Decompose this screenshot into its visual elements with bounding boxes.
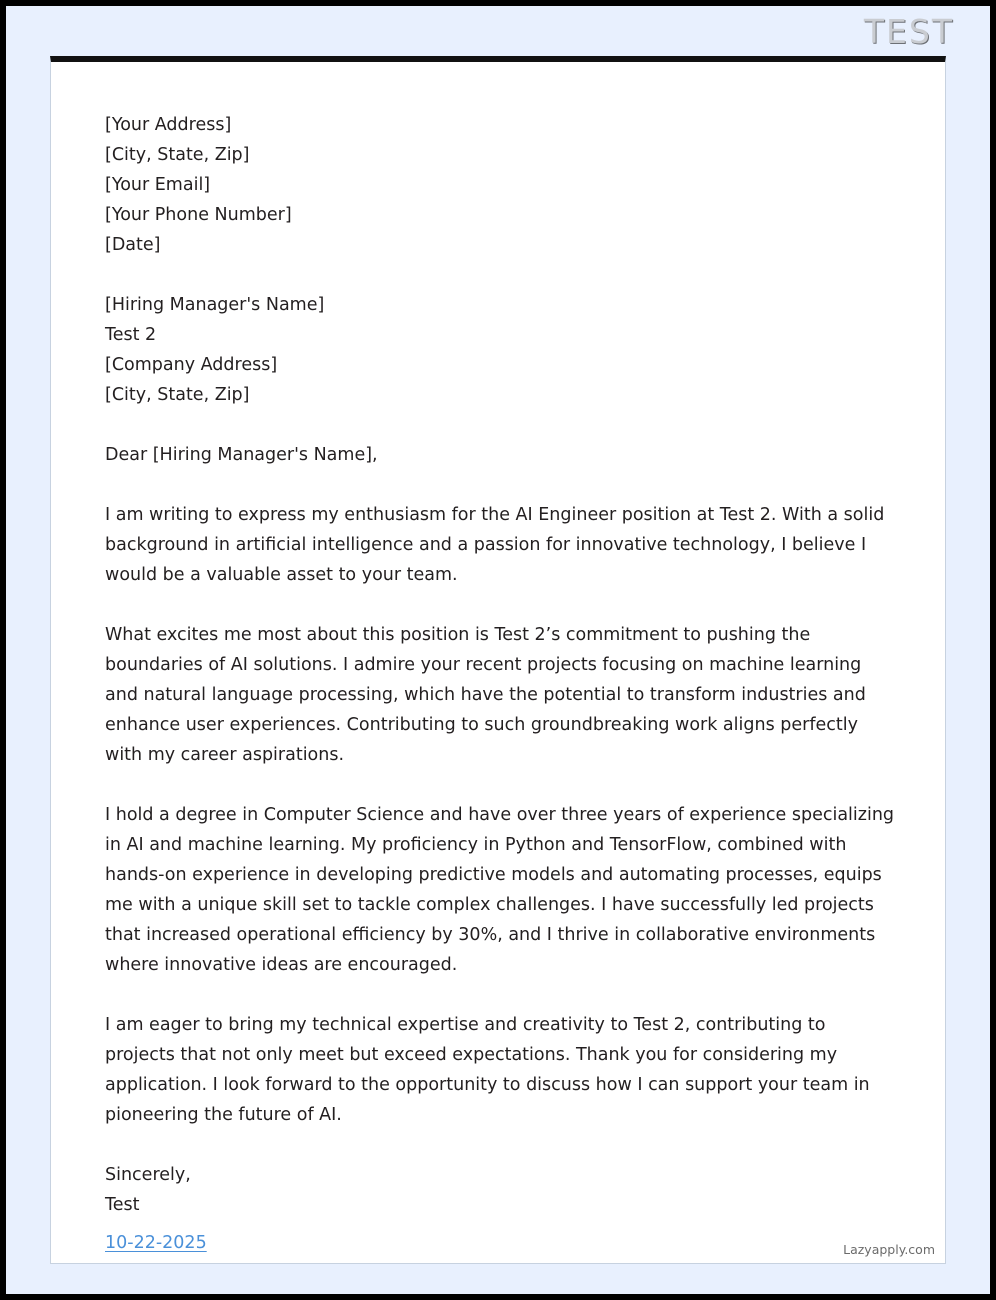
signature-block [105, 1160, 895, 1258]
letter-body [105, 110, 895, 1288]
signature-name: Test [105, 1195, 140, 1215]
closing-line: Sincerely, [105, 1165, 191, 1185]
document-header [6, 6, 990, 52]
watermark-label: Lazyapply.com [843, 1242, 935, 1257]
letter-sheet [50, 56, 946, 1264]
recipient-line: [Hiring Manager's Name] [105, 295, 325, 315]
sender-line: [Your Email] [105, 175, 211, 195]
letter-date-link[interactable]: 10-22-2025 [105, 1233, 207, 1253]
recipient-line: [Company Address] [105, 355, 278, 375]
sender-line: [City, State, Zip] [105, 145, 250, 165]
letter-paragraph: I am eager to bring my technical expertise and creativity to Test 2, contributing to projects that not only meet but exceed expectations. Thank you for considering my application. I look forward to the opportunity to discuss how I can support your team in pioneering the future of AI. [105, 1015, 870, 1125]
letter-paragraph: What excites me most about this position is Test 2’s commitment to pushing the boundaries of AI solutions. I admire your recent projects focusing on machine learning and natural language processing, which have the potential to transform industries and enhance user experiences. Contributing to such groundbreaking work aligns perfectly with my career aspirations. [105, 625, 866, 765]
letter-paragraph: I hold a degree in Computer Science and have over three years of experience specializing in AI and machine learning. My proficiency in Python and TensorFlow, combined with hands-on experience in developing predictive models and automating processes, equips me with a unique skill set to tackle complex challenges. I have successfully led projects that increased operational efficiency by 30%, and I thrive in collaborative environments where innovative ideas are encouraged. [105, 805, 895, 975]
salutation: Dear [Hiring Manager's Name], [105, 445, 378, 465]
sender-line: [Your Address] [105, 115, 232, 135]
recipient-address-block [105, 290, 895, 410]
document-page [6, 6, 990, 1294]
recipient-line: Test 2 [105, 325, 157, 345]
sender-line: [Your Phone Number] [105, 205, 292, 225]
brand-title: TEST [863, 12, 954, 51]
sender-address-block [105, 110, 895, 260]
letter-paragraph: I am writing to express my enthusiasm for the AI Engineer position at Test 2. With a solid background in artificial intelligence and a passion for innovative technology, I believe I would be a valuable asset to your team. [105, 505, 885, 585]
recipient-line: [City, State, Zip] [105, 385, 250, 405]
sender-line: [Date] [105, 235, 161, 255]
